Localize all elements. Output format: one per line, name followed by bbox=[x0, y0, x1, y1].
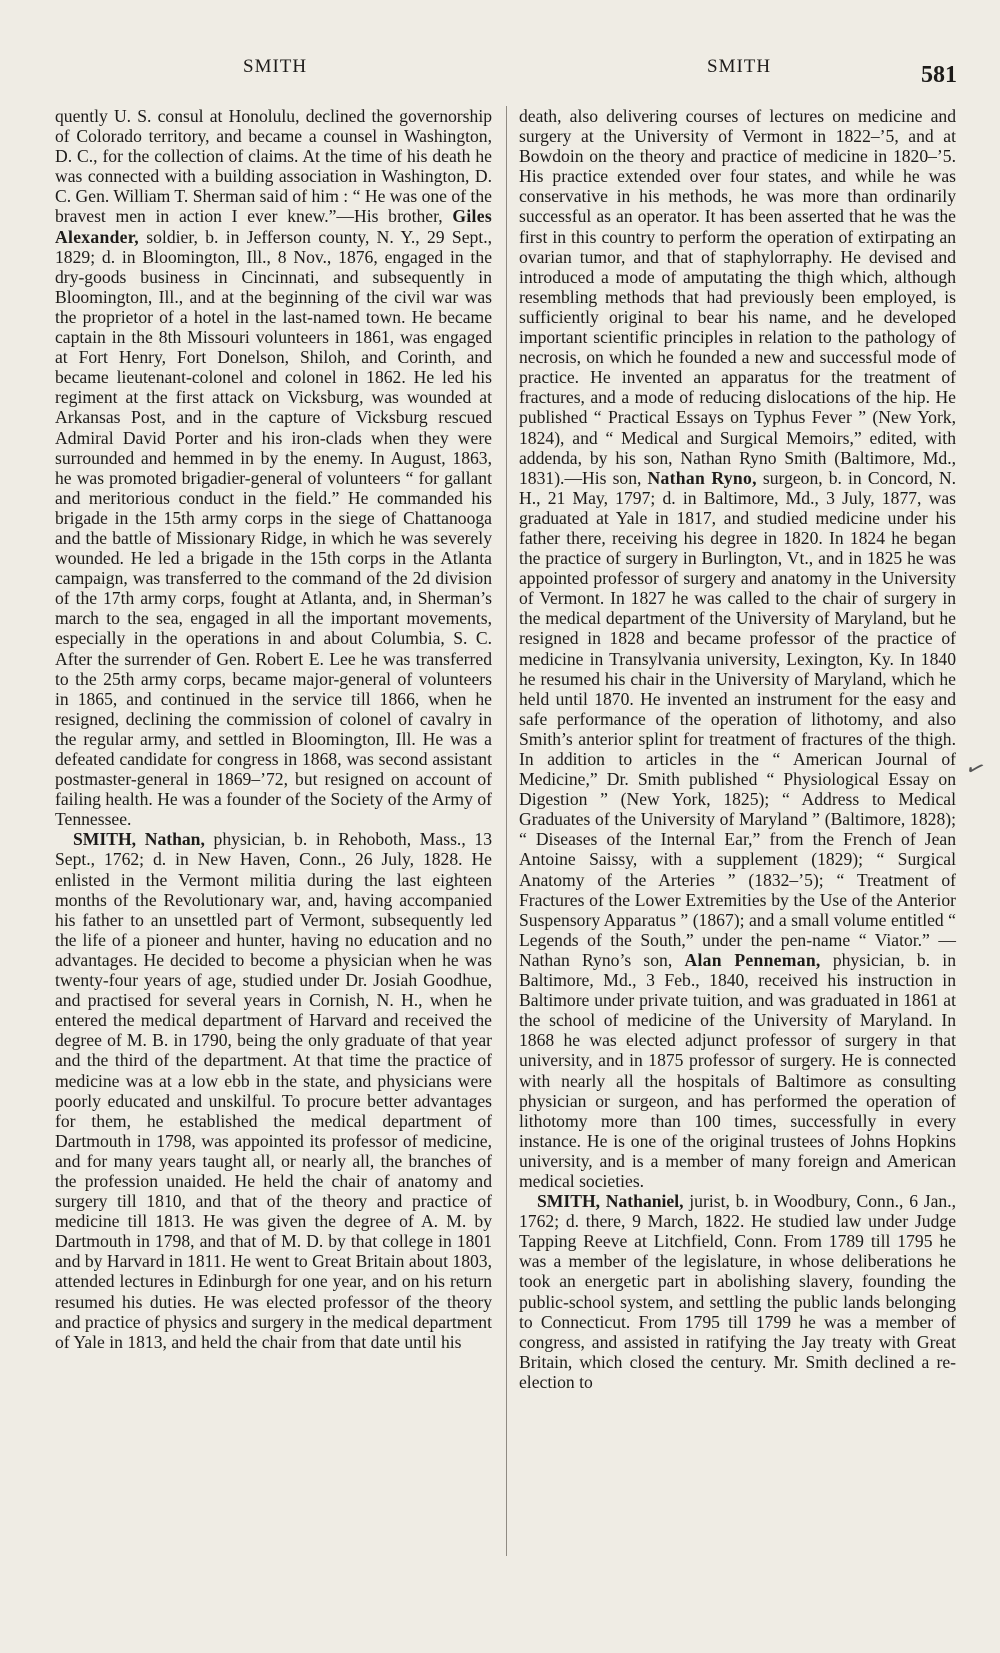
left-column bbox=[55, 106, 492, 1352]
running-head-left: SMITH bbox=[243, 56, 308, 77]
subentry-name: Giles Alexander, bbox=[55, 206, 492, 247]
entry-smith-nathaniel bbox=[519, 1191, 956, 1392]
column-divider bbox=[506, 106, 507, 1556]
entry-text: soldier, b. in Jefferson county, N. Y., 29 Sept., 1829; d. in Bloomington, Ill., 8 Nov., 1876, engaged in the dry-goods business in Cincinnati, and subsequently in Bloomington, Ill., and at the beginning of the civil war was the proprietor of a hotel in the last-named town. He became captain in the 8th Missouri volunteers in 1861, was engaged at Fort Henry, Fort Donelson, Shiloh, and Corinth, and became lieutenant-colonel and colonel in 1862. He led his regiment at the first attack on Vicksburg, was wounded at Arkansas Post, and in the capture of Vicksburg rescued Admiral David Porter and his iron-clads when they were surrounded and hemmed in by the enemy. In August, 1863, he was promoted brigadier-general of volunteers “ for gallant and meritorious conduct in the field.” He commanded his brigade in the 15th army corps in the siege of Chattanooga and the battle of Missionary Ridge, in which he was severely wounded. He led a brigade in the 15th corps in the Atlanta campaign, was transferred to the command of the 2d division of the 17th army corps, fought at Atlanta, and, in Sherman’s march to the sea, engaged in all the important movements, especially in the operations in and about Columbia, S. C. After the surrender of Gen. Robert E. Lee he was transferred to the 25th army corps, became major-general of volunteers in 1865, and continued in the service till 1866, when he resigned, declining the commission of colonel of cavalry in the regular army, and settled in Bloomington, Ill. He was a defeated candidate for congress in 1868, was second assistant postmaster-general in 1869–’72, but resigned on account of failing health. He was a founder of the Society of the Army of Tennessee. bbox=[55, 226, 492, 830]
entry-text: quently U. S. consul at Honolulu, declined the governorship of Colorado territory, and became a counsel in Washington, D. C., for the collection of claims. At the time of his death he was connected with a building association in Washington, D. C. Gen. William T. Sherman said of him : “ He was one of the bravest men in action I ever knew.”—His brother, bbox=[55, 106, 492, 227]
right-column bbox=[519, 106, 956, 1392]
entry-text: death, also delivering courses of lectures on medicine and surgery at the University of Vermont in 1822–’5, and at Bowdoin on the theory and practice of medicine in 1820–’5. His practice extended over four states, and while he was conservative in his methods, he was more than ordinarily successful as an operator. It has been asserted that he was the first in this country to perform the operation of extirpating an ovarian tumor, and that of staphylorraphy. He devised and introduced a mode of amputating the thigh which, although resembling methods that had previously been employed, is sufficiently original to bear his name, and he developed important scientific principles in relation to the pathology of necrosis, on which he founded a new and successful mode of practice. He invented an apparatus for the treatment of fractures, and a mode of reducing dislocations of the hip. He published “ Practical Essays on Typhus Fever ” (New York, 1824), and “ Medical and Surgical Memoirs,” edited, with addenda, by his son, Nathan Ryno Smith (Baltimore, Md., 1831).—His son, bbox=[519, 106, 956, 488]
entry-text: physician, b. in Rehoboth, Mass., 13 Sept., 1762; d. in New Haven, Conn., 26 July, 1828. He enlisted in the Vermont militia during the last eighteen months of the Revolutionary war, and, having accompanied his father to an unsettled part of Vermont, subsequently led the life of a pioneer and hunter, having no education and no advantages. He decided to become a physician when he was twenty-four years of age, studied under Dr. Josiah Goodhue, and practised for several years in Cornish, N. H., when he entered the medical department of Harvard and received the degree of M. B. in 1790, being the only graduate of that year and the third of the department. At that time the practice of medicine was at a low ebb in the state, and physicians were poorly educated and unskilful. To procure better advantages for them, he established the medical department of Dartmouth in 1798, was appointed its professor of medicine, and for many years taught all, or nearly all, the branches of the profession unaided. He held the chair of anatomy and surgery till 1810, and that of the theory and practice of medicine till 1813. He was given the degree of A. M. by Dartmouth in 1798, and that of M. D. by that college in 1801 and by Harvard in 1811. He went to Great Britain about 1803, attended lectures in Edinburgh for one year, and on his return resumed his duties. He was elected professor of the theory and practice of physics and surgery in the medical department of Yale in 1813, and held the chair from that date until his bbox=[55, 829, 492, 1352]
margin-mark: ✓ bbox=[961, 754, 989, 785]
subentry-name: Alan Penneman, bbox=[684, 949, 821, 970]
running-head-right: SMITH bbox=[707, 56, 772, 77]
continued-entry bbox=[519, 106, 956, 1191]
subentry-name: Nathan Ryno, bbox=[647, 467, 757, 488]
entry-headword: SMITH, Nathan, bbox=[73, 829, 205, 850]
page-number: 581 bbox=[921, 62, 957, 88]
entry-text: physician, b. in Baltimore, Md., 3 Feb., 1840, received his instruction in Baltimore under private tuition, and was graduated in 1861 at the school of medicine of the University of Maryland. In 1868 he was elected adjunct professor of surgery in that university, and in 1875 professor of surgery. He is connected with nearly all the hospitals of Baltimore as consulting physician or surgeon, and has performed the operation of lithotomy more than 100 times, successfully in every instance. He is one of the original trustees of Johns Hopkins university, and is a member of many foreign and American medical societies. bbox=[519, 949, 956, 1191]
entry-headword: SMITH, Nathaniel, bbox=[537, 1191, 684, 1212]
entry-text: surgeon, b. in Concord, N. H., 21 May, 1797; d. in Baltimore, Md., 3 July, 1877, was graduated at Yale in 1817, and studied medicine under his father there, receiving his degree in 1820. In 1824 he began the practice of surgery in Burlington, Vt., and in 1825 he was appointed professor of surgery and anatomy in the University of Vermont. In 1827 he was called to the chair of surgery in the medical department of the University of Maryland, but he resigned in 1828 and became professor of the practice of medicine in Transylvania university, Lexington, Ky. In 1840 he resumed his chair in the University of Maryland, which he held until 1870. He invented an instrument for the easy and safe performance of the operation of lithotomy, and also Smith’s anterior splint for treatment of fractures of the thigh. In addition to articles in the “ American Journal of Medicine,” Dr. Smith published “ Physiological Essay on Digestion ” (New York, 1825); “ Address to Medical Graduates of the University of Maryland ” (Baltimore, 1828); “ Diseases of the Internal Ear,” from the French of Jean Antoine Saissy, with a supplement (1829); “ Surgical Anatomy of the Arteries ” (1832–’5); “ Treatment of Fractures of the Lower Extremities by the Use of the Anterior Suspensory Apparatus ” (1867); and a small volume entitled “ Legends of the South,” under the pen-name “ Viator.” — Nathan Ryno’s son, bbox=[519, 467, 957, 970]
entry-smith-nathan bbox=[55, 829, 492, 1351]
continued-entry bbox=[55, 106, 492, 829]
entry-text: jurist, b. in Woodbury, Conn., 6 Jan., 1762; d. there, 9 March, 1822. He studied law under Judge Tapping Reeve at Litchfield, Conn. From 1789 till 1795 he was a member of the legislature, in whose deliberations he took an energetic part in abolishing slavery, founding the public-school system, and settling the public lands belonging to Connecticut. From 1795 till 1799 he was a member of congress, and assisted in ratifying the Jay treaty with Great Britain, which closed the century. Mr. Smith declined a re-election to bbox=[519, 1191, 956, 1392]
